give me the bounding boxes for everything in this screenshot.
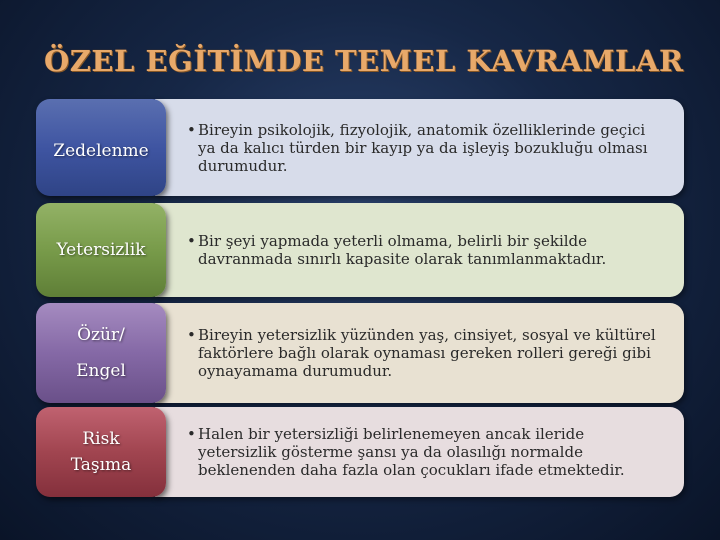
concept-description-box (155, 99, 684, 196)
concept-row-ozur-engel (36, 303, 684, 403)
concept-description: Bireyin yetersizlik yüzünden yaş, cinsiyet, sosyal ve kültürel faktörlere bağlı olarak oynaması gereken rolleri gereği gibi oynayamama durumudur. (198, 326, 656, 380)
concept-row-zedelenme (36, 99, 684, 196)
bullet-icon: • (187, 425, 196, 443)
concept-label: Risk Taşıma (36, 407, 166, 497)
concept-label: Özür/ Engel (36, 303, 166, 403)
concept-description: Halen bir yetersizliği belirlenemeyen ancak ileride yetersizlik gösterme şansı ya da olasılığı normalde beklenenden daha fazla olan çocukları ifade etmektedir. (198, 425, 625, 479)
bullet-icon: • (187, 326, 196, 344)
concept-row-yetersizlik (36, 203, 684, 297)
concept-description-box (155, 407, 684, 497)
bullet-icon: • (187, 232, 196, 250)
concept-label: Zedelenme (36, 99, 166, 196)
concept-row-risk-tasima (36, 407, 684, 497)
slide-title: ÖZEL EĞİTİMDE TEMEL KAVRAMLAR (44, 44, 684, 78)
concept-description-box (155, 303, 684, 403)
bullet-icon: • (187, 120, 196, 139)
concept-label: Yetersizlik (36, 203, 166, 297)
concept-description-box (155, 203, 684, 297)
concept-description: Bireyin psikolojik, fizyolojik, anatomik özelliklerinde geçici ya da kalıcı türden bir kayıp ya da işleyiş bozukluğu olması durumudur. (198, 120, 648, 175)
concept-description: Bir şeyi yapmada yeterli olmama, belirli bir şekilde davranmada sınırlı kapasite olarak tanımlanmaktadır. (198, 232, 607, 268)
